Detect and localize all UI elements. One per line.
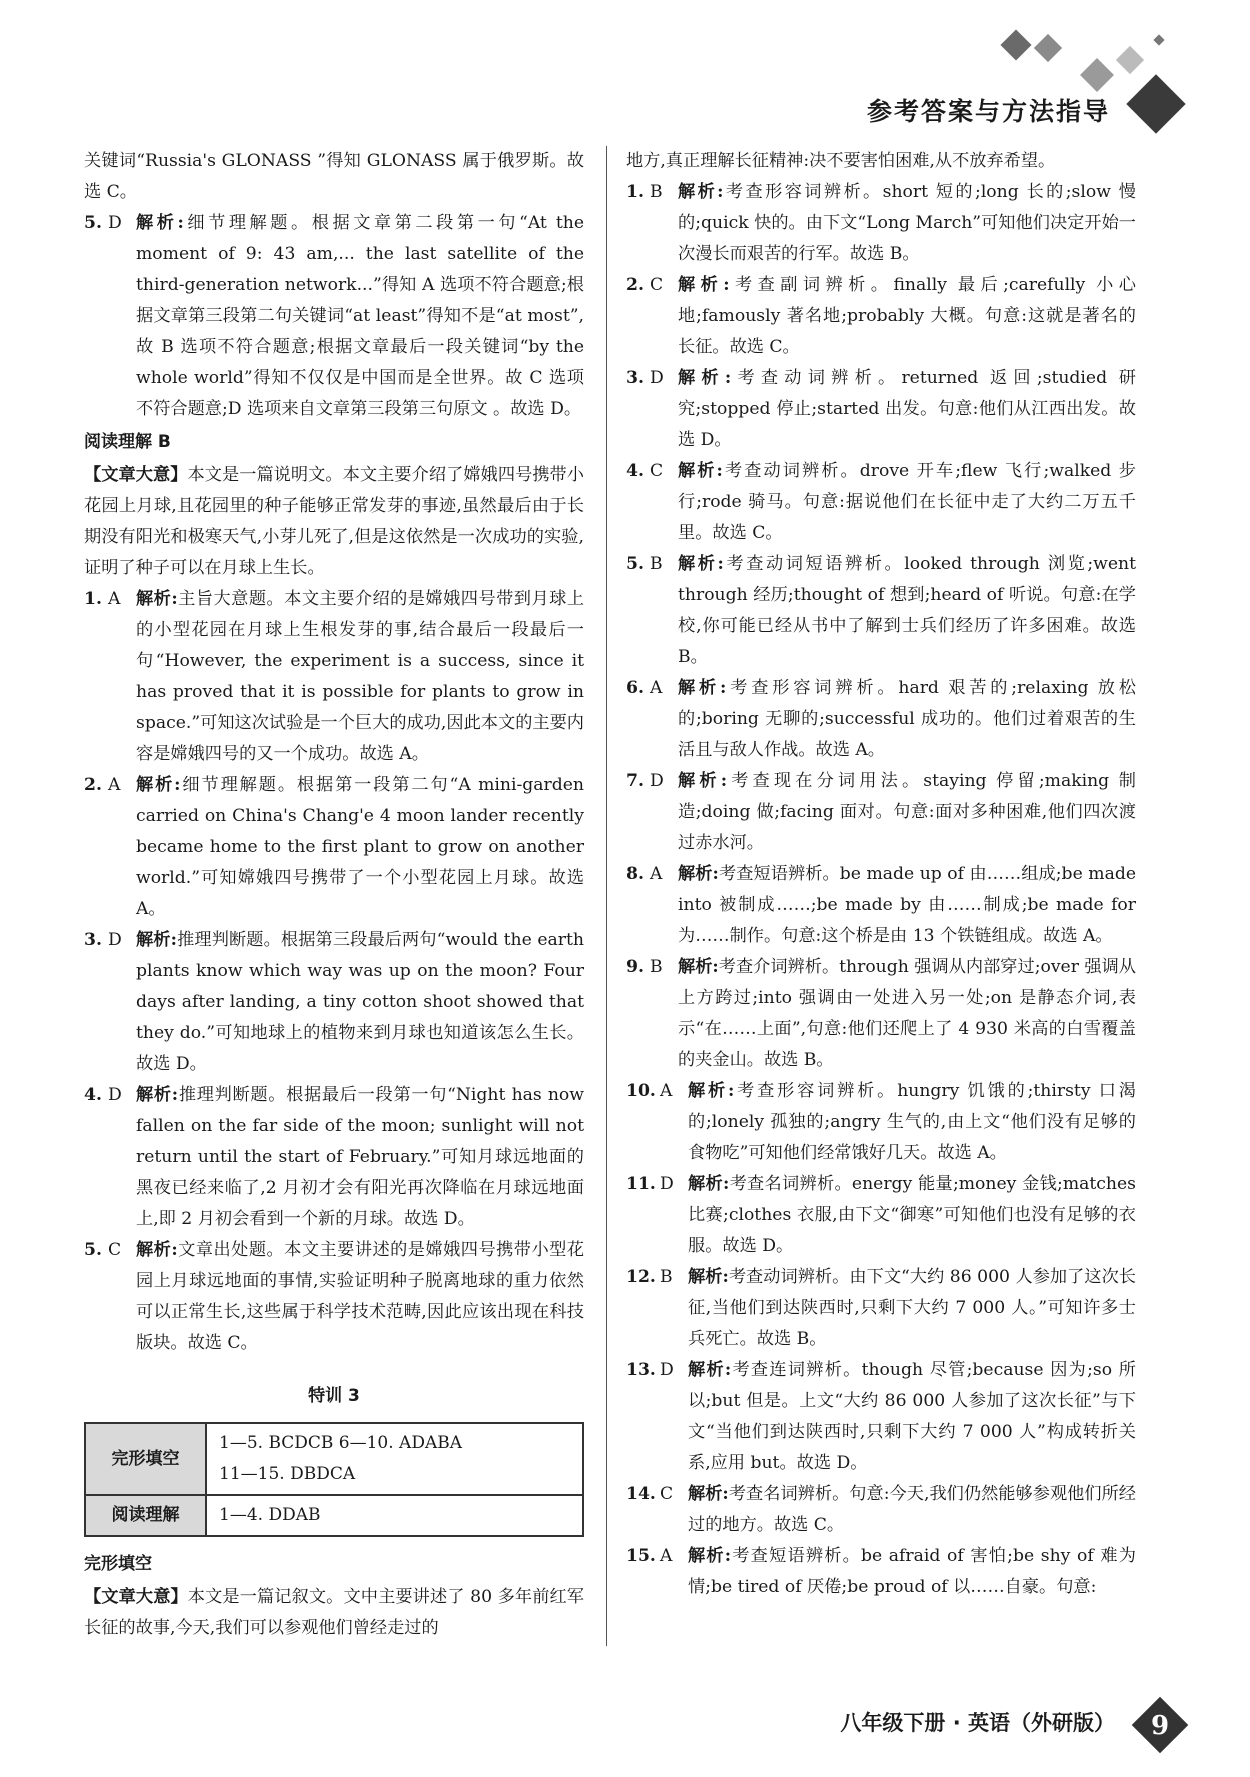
analysis-text: 主旨大意题。本文主要介绍的是嫦娥四号带到月球上的小型花园在月球上生根发芽的事,结合最后一段最后一句“However, the experiment is a success, since it has proved that it is possible for plants to grow in space.”可知这次试验是一个巨大的成功,因此本文的主要内容是嫦娥四号的又一个成功。故选 A。 [136, 589, 584, 764]
analysis-text: 细节理解题。根据第一段第二句“A mini-garden carried on China's Chang'e 4 moon lander recently became home to the first plant to grow on another world.”可知嫦娥四号携带了一个小型花园上月球。故选 A。 [136, 775, 584, 919]
answer-item [626, 1541, 1136, 1603]
item-number: 4. [626, 461, 644, 481]
item-number: 8. [626, 864, 644, 884]
analysis-text: 文章出处题。本文主要讲述的是嫦娥四号携带小型花园上月球远地面的事情,实验证明种子脱离地球的重力依然可以正常生长,这些属于科学技术范畴,因此应该出现在科技版块。故选 C。 [136, 1240, 584, 1353]
analysis-text: 考查动词短语辨析。looked through 浏览;went through 经历;thought of 想到;heard of 听说。句意:在学校,你可能已经从书中了解到士兵们经历了许多困难。故选 B。 [678, 554, 1136, 667]
answer-item [626, 177, 1136, 270]
analysis-label: 解析: [678, 275, 730, 295]
answer-item [626, 1262, 1136, 1355]
analysis-label: 解析: [678, 864, 719, 884]
answer-item [84, 584, 584, 770]
item-number: 2. [626, 275, 644, 295]
item-answer: C [650, 275, 664, 295]
item-number: 15. [626, 1546, 656, 1566]
item-number: 5. [626, 554, 644, 574]
table-row-label: 阅读理解 [85, 1495, 206, 1536]
section-title: 完形填空 [84, 1554, 152, 1574]
analysis-label: 解析: [688, 1081, 735, 1101]
item-number: 5. [84, 213, 102, 233]
analysis-text: 考查动词辨析。由下文“大约 86 000 人参加了这次长征,当他们到达陕西时,只剩下大约 7 000 人。”可知许多士兵死亡。故选 B。 [688, 1267, 1136, 1349]
analysis-text: 考查形容词辨析。hungry 饥饿的;thirsty 口渴的;lonely 孤独的;angry 生气的,由上文“他们没有足够的食物吃”可知他们经常饿好几天。故选 A。 [688, 1081, 1136, 1163]
analysis-label: 解析: [136, 213, 184, 233]
analysis-text: 细节理解题。根据文章第二段第一句“At the moment of 9: 43 am,... the last satellite of the third-generation network...”得知 A 选项不符合题意;根据文章第三段第二句关键词“at least”得知不是“at most”, 故 B 选项不符合题意;根据文章最后一段关键词“by the whole world”得知不仅仅是中国而是全世界。故 C 选项不符合题意;D 选项来自文章第三段第三句原文 。故选 D。 [136, 213, 584, 419]
analysis-label: 解析: [678, 957, 719, 977]
item-number: 4. [84, 1085, 102, 1105]
table-row [85, 1495, 583, 1536]
item-number: 5. [84, 1240, 102, 1260]
answer-item [626, 1355, 1136, 1479]
item-number: 2. [84, 775, 102, 795]
item-number: 13. [626, 1360, 656, 1380]
item-number: 3. [626, 368, 644, 388]
item-answer: D [650, 368, 664, 388]
analysis-text: 考查现在分词用法。staying 停留;making 制造;doing 做;facing 面对。句意:面对多种困难,他们四次渡过赤水河。 [678, 771, 1136, 853]
item-answer: B [650, 957, 663, 977]
answer-item [626, 456, 1136, 549]
analysis-label: 解析: [678, 771, 728, 791]
analysis-label: 解析: [688, 1360, 732, 1380]
item-number: 10. [626, 1081, 656, 1101]
item-answer: A [650, 864, 663, 884]
left-column [84, 146, 584, 1644]
answer-item [84, 208, 584, 425]
analysis-label: 解析: [136, 930, 177, 950]
special-training-title: 特训 3 [308, 1386, 360, 1406]
item-answer: A [660, 1546, 673, 1566]
analysis-text: 考查短语辨析。be made up of 由……组成;be made into 被制成……;be made by 由……制成;be made for 为……制作。句意:这个桥是由 13 个铁链组成。故选 A。 [678, 864, 1136, 946]
analysis-label: 解析: [678, 554, 724, 574]
page-number: 9 [1150, 1711, 1170, 1741]
analysis-text: 考查动词辨析。returned 返回;studied 研究;stopped 停止;started 出发。句意:他们从江西出发。故选 D。 [678, 368, 1136, 450]
item-answer: A [650, 678, 663, 698]
analysis-label: 解析: [136, 1085, 179, 1105]
item-answer: D [108, 930, 122, 950]
table-row [85, 1423, 583, 1495]
analysis-text: 考查动词辨析。drove 开车;flew 飞行;walked 步行;rode 骑马。句意:据说他们在长征中走了大约二万五千里。故选 C。 [678, 461, 1136, 543]
item-number: 11. [626, 1174, 656, 1194]
summary-label: 【文章大意】 [84, 465, 188, 485]
analysis-label: 解析: [688, 1484, 729, 1504]
answer-item [84, 1080, 584, 1235]
item-answer: A [108, 589, 121, 609]
item-answer: D [650, 771, 664, 791]
cloze-answers-1: 1—5. BCDCB 6—10. ADABA [219, 1433, 462, 1453]
analysis-label: 解析: [688, 1267, 729, 1287]
analysis-label: 解析: [136, 1240, 178, 1260]
analysis-text: 考查连词辨析。though 尽管;because 因为;so 所以;but 但是。上文“大约 86 000 人参加了这次长征”与下文“当他们到达陕西时,只剩下大约 7 000 人”构成转折关系,应用 but。故选 D。 [688, 1360, 1136, 1473]
analysis-text: 考查名词辨析。句意:今天,我们仍然能够参观他们所经过的地方。故选 C。 [688, 1484, 1136, 1535]
item-answer: B [650, 554, 663, 574]
item-number: 3. [84, 930, 102, 950]
answer-item [626, 766, 1136, 859]
analysis-text: 推理判断题。根据最后一段第一句“Night has now fallen on the far side of the moon; sunlight will not return until the start of February.”可知月球远地面的黑夜已经来临了,2 月初才会有阳光再次降临在月球远地面上,即 2 月初会看到一个新的月球。故选 D。 [136, 1085, 584, 1229]
answer-item [626, 549, 1136, 673]
answer-item [626, 673, 1136, 766]
item-answer: D [108, 213, 122, 233]
item-answer: A [108, 775, 121, 795]
answer-item [626, 1076, 1136, 1169]
item-number: 14. [626, 1484, 656, 1504]
summary-label: 【文章大意】 [84, 1587, 188, 1607]
item-answer: C [108, 1240, 122, 1260]
item-answer: B [660, 1267, 673, 1287]
answer-item [626, 1479, 1136, 1541]
answer-item [626, 952, 1136, 1076]
paragraph: 关键词“Russia's GLONASS ”得知 GLONASS 属于俄罗斯。故选 C。 [84, 151, 584, 202]
item-answer: A [660, 1081, 673, 1101]
analysis-text: 考查短语辨析。be afraid of 害怕;be shy of 难为情;be tired of 厌倦;be proud of 以……自豪。句意: [688, 1546, 1136, 1597]
analysis-label: 解析: [678, 368, 732, 388]
item-number: 1. [84, 589, 102, 609]
analysis-text: 考查副词辨析。finally 最后;carefully 小心地;famously 著名地;probably 大概。句意:这就是著名的长征。故选 C。 [678, 275, 1136, 357]
right-column [626, 146, 1136, 1603]
summary-text: 本文是一篇记叙文。文中主要讲述了 80 多年前红军长征的故事,今天,我们可以参观他们曾经走过的 [84, 1587, 584, 1638]
answer-item [84, 925, 584, 1080]
analysis-label: 解析: [678, 182, 724, 202]
answer-table [84, 1422, 584, 1537]
reading-answers: 1—4. DDAB [206, 1495, 583, 1536]
item-answer: C [650, 461, 664, 481]
analysis-label: 解析: [678, 461, 723, 481]
analysis-text: 考查形容词辨析。short 短的;long 长的;slow 慢的;quick 快的。由下文“Long March”可知他们决定开始一次漫长而艰苦的行军。故选 B。 [678, 182, 1136, 264]
analysis-label: 解析: [678, 678, 727, 698]
analysis-text: 考查名词辨析。energy 能量;money 金钱;matches 比赛;clothes 衣服,由下文“御寒”可知他们也没有足够的衣服。故选 D。 [688, 1174, 1136, 1256]
section-title: 阅读理解 B [84, 432, 171, 452]
table-row-label: 完形填空 [85, 1423, 206, 1495]
analysis-text: 推理判断题。根据第三段最后两句“would the earth plants know which way was up on the moon? Four days after landing, a tiny cotton shoot showed that they do.”可知地球上的植物来到月球也知道该怎么生长。故选 D。 [136, 930, 584, 1074]
answer-item [626, 270, 1136, 363]
item-number: 7. [626, 771, 644, 791]
cloze-answers-2: 11—15. DBDCA [219, 1464, 356, 1484]
summary-text: 本文是一篇说明文。本文主要介绍了嫦娥四号携带小花园上月球,且花园里的种子能够正常发芽的事迹,虽然最后由于长期没有阳光和极寒天气,小芽儿死了,但是这依然是一次成功的实验,证明了种子可以在月球上生长。 [84, 465, 584, 578]
item-number: 9. [626, 957, 644, 977]
item-answer: C [660, 1484, 674, 1504]
table-cell [206, 1423, 583, 1495]
analysis-label: 解析: [136, 775, 181, 795]
item-number: 6. [626, 678, 644, 698]
item-number: 1. [626, 182, 644, 202]
answer-item [626, 859, 1136, 952]
column-divider [606, 146, 607, 1646]
analysis-label: 解析: [136, 589, 178, 609]
item-answer: B [650, 182, 663, 202]
paragraph: 地方,真正理解长征精神:决不要害怕困难,从不放弃希望。 [626, 151, 1056, 171]
item-answer: D [660, 1174, 674, 1194]
header-title: 参考答案与方法指导 [866, 97, 1110, 126]
analysis-text: 考查形容词辨析。hard 艰苦的;relaxing 放松的;boring 无聊的;successful 成功的。他们过着艰苦的生活且与敌人作战。故选 A。 [678, 678, 1136, 760]
item-answer: D [108, 1085, 122, 1105]
answer-item [626, 363, 1136, 456]
answer-item [84, 770, 584, 925]
answer-item [626, 1169, 1136, 1262]
analysis-label: 解析: [688, 1174, 730, 1194]
item-number: 12. [626, 1267, 656, 1287]
item-answer: D [660, 1360, 674, 1380]
analysis-text: 考查介词辨析。through 强调从内部穿过;over 强调从上方跨过;into 强调由一处进入另一处;on 是静态介词,表示“在……上面”,句意:他们还爬上了 4 930 米高的白雪覆盖的夹金山。故选 B。 [678, 957, 1136, 1070]
analysis-label: 解析: [688, 1546, 732, 1566]
footer-book-title: 八年级下册 · 英语（外研版） [840, 1711, 1115, 1735]
answer-item [84, 1235, 584, 1359]
